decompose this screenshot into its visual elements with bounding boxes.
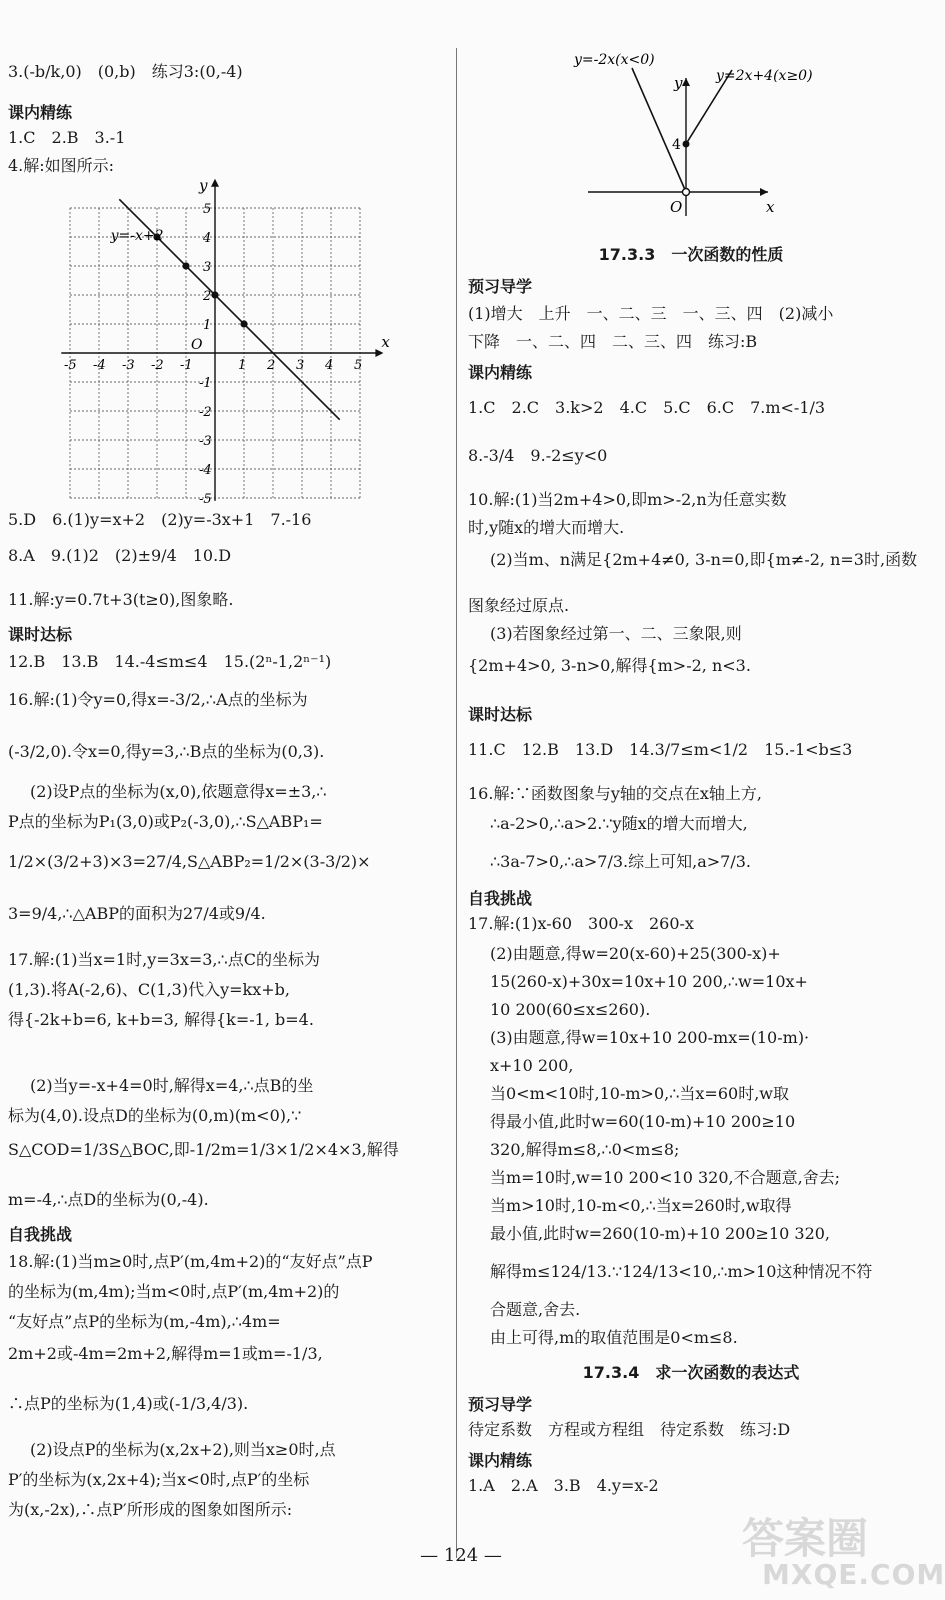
graph-piecewise-function <box>560 46 860 226</box>
answer-line: P′的坐标为(x,2x+4);当x<0时,点P′的坐标 <box>8 1470 310 1489</box>
answer-line: 下降 一、二、四 二、三、四 练习:B <box>468 332 758 351</box>
answer-line: 12.B 13.B 14.-4≤m≤4 15.(2ⁿ-1,2ⁿ⁻¹) <box>8 652 332 671</box>
answer-line: (1,3).将A(-2,6)、C(1,3)代入y=kx+b, <box>8 980 290 999</box>
answer-line: (-3/2,0).令x=0,得y=3,∴B点的坐标为(0,3). <box>8 742 325 761</box>
data-point <box>182 262 189 269</box>
origin-label: O <box>670 198 683 216</box>
answer-line: 待定系数 方程或方程组 待定系数 练习:D <box>468 1420 791 1439</box>
answer-line: P点的坐标为P₁(3,0)或P₂(-3,0),∴S△ABP₁= <box>8 812 323 831</box>
answer-line: 2m+2或-4m=2m+2,解得m=1或m=-1/3, <box>8 1344 323 1363</box>
answer-line: 得最小值,此时w=60(10-m)+10 200≥10 <box>490 1112 796 1131</box>
answer-line: 10 200(60≤x≤260). <box>490 1000 651 1019</box>
y-tick-label: -4 <box>199 463 212 478</box>
answer-line: 3.(-b/k,0) (0,b) 练习3:(0,-4) <box>8 62 243 81</box>
line-label: y=-x+2 <box>110 227 164 244</box>
y-axis-arrow <box>211 179 219 187</box>
y-tick-label: 5 <box>203 202 212 217</box>
answer-line: 得{-2k+b=6, k+b=3, 解得{k=-1, b=4. <box>8 1010 314 1029</box>
section-heading: 预习导学 <box>468 1395 533 1414</box>
answer-line: 当m>10时,10-m<0,∴当x=260时,w取得 <box>490 1196 792 1215</box>
answer-line: 5.D 6.(1)y=x+2 (2)y=-3x+1 7.-16 <box>8 510 312 529</box>
answer-line: x+10 200, <box>490 1056 574 1075</box>
answer-line: {2m+4>0, 3-n>0,解得{m>-2, n<3. <box>468 656 751 675</box>
y-axis-label: y <box>674 74 683 92</box>
closed-point <box>683 141 690 148</box>
section-heading: 课时达标 <box>468 705 533 724</box>
answer-line: ∴a-2>0,∴a>2.∵y随x的增大而增大, <box>490 814 748 833</box>
answer-line: ∴点P的坐标为(1,4)或(-1/3,4/3). <box>8 1394 249 1413</box>
graph-linear-function <box>60 178 390 508</box>
watermark-logo <box>742 1506 945 1596</box>
x-tick-label: -3 <box>122 358 135 373</box>
x-tick-label: 4 <box>325 358 334 373</box>
watermark-text: 答案圈 <box>742 1514 869 1563</box>
answer-line: 图象经过原点. <box>468 596 570 615</box>
y-tick-label: 2 <box>203 289 212 304</box>
answer-line: 1.C 2.C 3.k>2 4.C 5.C 6.C 7.m<-1/3 <box>468 398 826 417</box>
x-tick-label: -5 <box>64 358 77 373</box>
left-branch-label: y=-2x(x<0) <box>574 52 655 68</box>
answer-line: S△COD=1/3S△BOC,即-1/2m=1/3×1/2×4×3,解得 <box>8 1140 399 1159</box>
data-point <box>211 291 218 298</box>
answer-line: (2)当y=-x+4=0时,解得x=4,∴点B的坐 <box>30 1076 314 1095</box>
answer-line: ∴3a-7>0,∴a>7/3.综上可知,a>7/3. <box>490 852 751 871</box>
x-axis-arrow <box>760 188 768 196</box>
answer-line: 4.解:如图所示: <box>8 156 115 175</box>
answer-line: 320,解得m≤8,∴0<m≤8; <box>490 1140 680 1159</box>
y-tick-label: 4 <box>203 231 212 246</box>
origin-label: O <box>191 337 203 353</box>
answer-line: 11.C 12.B 13.D 14.3/7≤m<1/2 15.-1<b≤3 <box>468 740 853 759</box>
answer-line: (2)设P点的坐标为(x,0),依题意得x=±3,∴ <box>30 782 327 801</box>
answer-line: 10.解:(1)当2m+4>0,即m>-2,n为任意实数 <box>468 490 787 509</box>
answer-line: m=-4,∴点D的坐标为(0,-4). <box>8 1190 209 1209</box>
answer-line: 15(260-x)+30x=10x+10 200,∴w=10x+ <box>490 972 808 991</box>
section-heading: 自我挑战 <box>468 889 533 908</box>
y-tick-label: -5 <box>199 492 212 507</box>
y-axis-label: y <box>199 176 208 195</box>
section-title: 17.3.4 求一次函数的表达式 <box>582 1363 800 1382</box>
answer-line: 17.解:(1)x-60 300-x 260-x <box>468 914 694 933</box>
y-tick-label: 3 <box>203 260 212 275</box>
answer-line: 1.A 2.A 3.B 4.y=x-2 <box>468 1476 659 1495</box>
answer-line: 8.A 9.(1)2 (2)±9/4 10.D <box>8 546 232 565</box>
x-tick-label: 5 <box>354 358 363 373</box>
x-tick-label: -4 <box>93 358 106 373</box>
y-tick-label: 1 <box>203 318 212 333</box>
answer-line: 当m=10时,w=10 200<10 320,不合题意,舍去; <box>490 1168 841 1187</box>
answer-line: 的坐标为(m,4m);当m<0时,点P′(m,4m+2)的 <box>8 1282 340 1301</box>
column-divider <box>456 48 457 1558</box>
answer-line: 3=9/4,∴△ABP的面积为27/4或9/4. <box>8 904 266 923</box>
tick-4-label: 4 <box>672 137 681 153</box>
y-axis-arrow <box>682 78 690 86</box>
x-tick-label: 2 <box>267 358 276 373</box>
answer-line: (2)设点P的坐标为(x,2x+2),则当x≥0时,点 <box>30 1440 336 1459</box>
answer-line: 解得m≤124/13.∵124/13<10,∴m>10这种情况不符 <box>490 1262 873 1281</box>
section-heading: 课内精练 <box>468 363 533 382</box>
answer-line: 最小值,此时w=260(10-m)+10 200≥10 320, <box>490 1224 831 1243</box>
answer-line: “友好点”点P的坐标为(m,-4m),∴4m= <box>8 1312 281 1331</box>
section-heading: 课内精练 <box>8 103 73 122</box>
right-branch-label: y=2x+4(x≥0) <box>716 68 813 84</box>
answer-line: 当0<m<10时,10-m>0,∴当x=60时,w取 <box>490 1084 789 1103</box>
tick-labels <box>64 202 362 507</box>
section-heading: 课内精练 <box>468 1451 533 1470</box>
data-point <box>240 320 247 327</box>
y-tick-label: -2 <box>199 405 212 420</box>
x-tick-label: 3 <box>296 358 305 373</box>
open-point <box>683 189 690 196</box>
answer-line: 11.解:y=0.7t+3(t≥0),图象略. <box>8 590 234 609</box>
answer-line: (2)当m、n满足{2m+4≠0, 3-n=0,即{m≠-2, n=3时,函数 <box>490 550 918 569</box>
answer-line: (3)由题意,得w=10x+10 200-mx=(10-m)· <box>490 1028 810 1047</box>
answer-line: 为(x,-2x),∴点P′所形成的图象如图所示: <box>8 1500 293 1519</box>
section-heading: 课时达标 <box>8 625 73 644</box>
answer-line: 17.解:(1)当x=1时,y=3x=3,∴点C的坐标为 <box>8 950 320 969</box>
x-tick-label: 1 <box>238 358 247 373</box>
x-axis-label: x <box>381 333 390 351</box>
x-axis-label: x <box>766 198 775 216</box>
answer-line: 16.解:∵函数图象与y轴的交点在x轴上方, <box>468 784 762 803</box>
section-title: 17.3.3 一次函数的性质 <box>598 245 784 264</box>
watermark-url: MXQE.COM <box>762 1558 945 1591</box>
x-tick-label: -2 <box>151 358 164 373</box>
answer-line: (3)若图象经过第一、二、三象限,则 <box>490 624 742 643</box>
answer-line: 时,y随x的增大而增大. <box>468 518 625 537</box>
answer-line: 合题意,舍去. <box>490 1300 581 1319</box>
answer-line: 8.-3/4 9.-2≤y<0 <box>468 446 608 465</box>
x-tick-label: -1 <box>180 358 193 373</box>
page-number: — 124 — <box>420 1545 502 1566</box>
answer-line: 18.解:(1)当m≥0时,点P′(m,4m+2)的“友好点”点P <box>8 1252 373 1271</box>
answer-line: 1/2×(3/2+3)×3=27/4,S△ABP₂=1/2×(3-3/2)× <box>8 852 371 871</box>
answer-line: 16.解:(1)令y=0,得x=-3/2,∴A点的坐标为 <box>8 690 308 709</box>
y-tick-label: -1 <box>199 376 212 391</box>
answer-line: (2)由题意,得w=20(x-60)+25(300-x)+ <box>490 944 781 963</box>
answer-line: 1.C 2.B 3.-1 <box>8 128 126 147</box>
section-heading: 自我挑战 <box>8 1225 73 1244</box>
y-tick-label: -3 <box>199 434 212 449</box>
answer-line: 由上可得,m的取值范围是0<m≤8. <box>490 1328 738 1347</box>
answer-line: 标为(4,0).设点D的坐标为(0,m)(m<0),∵ <box>8 1106 302 1125</box>
section-heading: 预习导学 <box>468 277 533 296</box>
answer-line: (1)增大 上升 一、二、三 一、三、四 (2)减小 <box>468 304 834 323</box>
